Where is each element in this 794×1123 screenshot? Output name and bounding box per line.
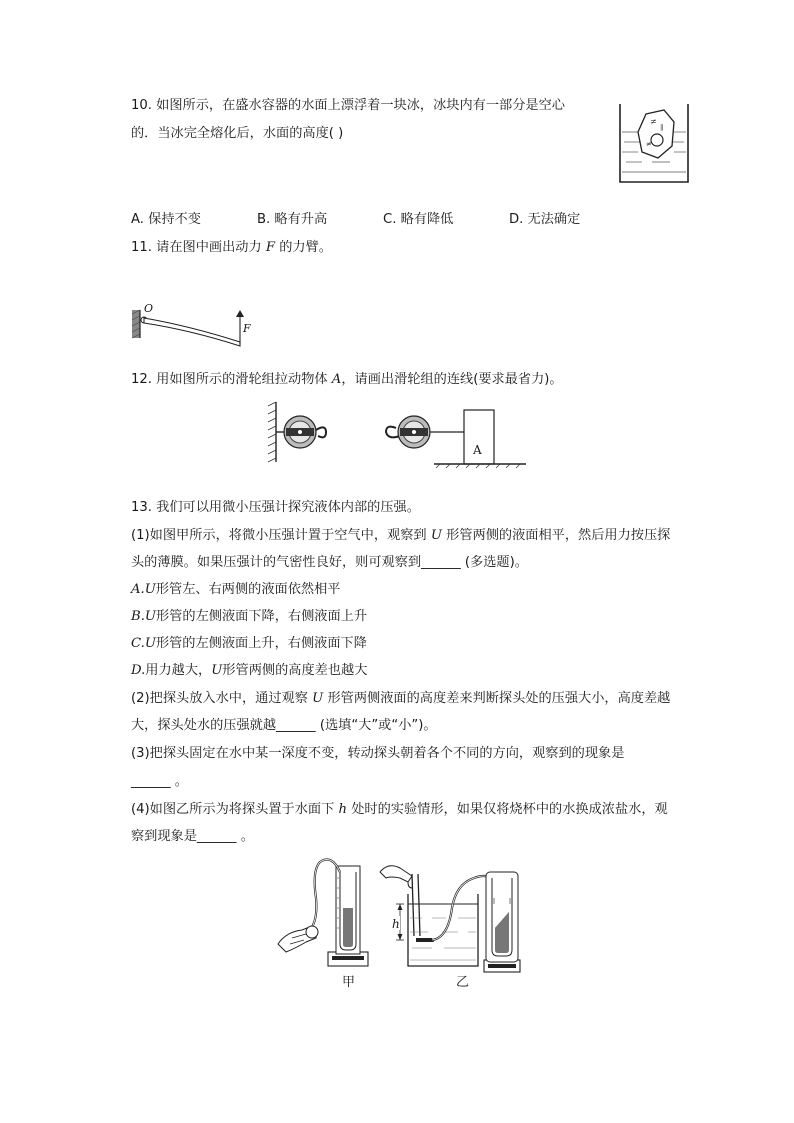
q13-part2-text-a: (2)把探头放入水中，通过观察 (131, 691, 313, 706)
choice-letter: A. (131, 582, 145, 597)
q10-stem-line1: 10. 如图所示，在盛水容器的水面上漂浮着一块冰，冰块内有一部分是空心 (131, 98, 565, 113)
svg-text:∥: ∥ (660, 124, 664, 132)
svg-text:≠: ≠ (646, 140, 652, 148)
option-a[interactable]: A. 保持不变 (131, 212, 201, 227)
pivot-o-label: O (144, 302, 154, 315)
depth-h-var: h (338, 802, 347, 817)
q13-intro: 13. 我们可以用微小压强计探究液体内部的压强。 (131, 500, 420, 515)
q13-part1-text-a: (1)如图甲所示，将微小压强计置于空气中，观察到 (131, 528, 431, 543)
q13-part4-text-b: 处时的实验情形，如果仅将烧杯中的水换成浓盐水，观 (347, 802, 668, 817)
q13-part1-line1 (131, 526, 670, 546)
choice-text: 形管的左侧液面下降，右侧液面上升 (156, 609, 368, 624)
option-c[interactable]: C. 略有降低 (383, 212, 454, 227)
pressure-gauge-figure (272, 848, 528, 992)
q13-part4-text-a: (4)如图乙所示为将探头置于水面下 (131, 802, 339, 817)
force-f-label: F (243, 322, 251, 335)
q12-stem (131, 370, 563, 390)
q12-object-var: A (331, 372, 342, 387)
u-tube-var: U (144, 636, 156, 651)
q13-part2-line2: 大，探头处水的压强就越______ (选填“大”或“小”)。 (131, 718, 437, 733)
choice-text: 用力越大， (145, 663, 212, 678)
option-b[interactable]: B. 略有升高 (257, 212, 328, 227)
q10-stem-line2: 的．当冰完全熔化后，水面的高度( ) (131, 126, 344, 141)
q13-part2-line1 (131, 689, 670, 709)
u-tube-var: U (144, 609, 157, 624)
pulley-system-figure (264, 398, 532, 470)
figure-yi-label: 乙 (456, 975, 470, 990)
option-d[interactable]: D. 无法确定 (509, 212, 581, 227)
figure-jia (278, 860, 368, 990)
q11-stem (131, 238, 332, 258)
q13-choice-c[interactable] (131, 634, 367, 654)
q13-choice-b[interactable] (131, 607, 367, 627)
u-tube-var: U (430, 528, 442, 543)
choice-text: 形管的左侧液面上升，右侧液面下降 (155, 636, 367, 651)
q13-part1-line2: 头的薄膜。如果压强计的气密性良好，则可观察到______ (多选题)。 (131, 555, 528, 570)
q13-choice-a[interactable] (131, 580, 340, 600)
choice-letter: C. (131, 636, 145, 651)
figure-yi (380, 866, 520, 990)
q13-part4-line2: 察到现象是______ 。 (131, 829, 254, 844)
q13-choice-d[interactable] (131, 661, 367, 681)
choice-text: 形管左、右两侧的液面依然相平 (155, 582, 341, 597)
figure-jia-label: 甲 (342, 975, 356, 990)
q13-part4-line1 (131, 800, 668, 820)
choice-text: 形管两侧的高度差也越大 (222, 663, 368, 678)
q11-stem-suffix: 的力臂。 (275, 240, 332, 255)
q13-part1-text-b: 形管两侧的液面相平，然后用力按压探 (441, 528, 671, 543)
block-a-label: A (473, 443, 482, 457)
q12-stem-prefix: 12. 用如图所示的滑轮组拉动物体 (131, 372, 332, 387)
depth-h-label: h (392, 917, 400, 931)
q13-part3-line2: ______ 。 (131, 774, 188, 789)
q13-part2-text-b: 形管两侧液面的高度差来判断探头处的压强大小，高度差越 (323, 691, 671, 706)
ice-in-beaker-figure (612, 102, 694, 186)
u-tube-var: U (211, 663, 223, 678)
q11-stem-prefix: 11. 请在图中画出动力 (131, 240, 266, 255)
u-tube-var: U (312, 691, 324, 706)
choice-letter: B. (131, 609, 145, 624)
svg-text:≠: ≠ (650, 117, 657, 126)
q12-stem-suffix: ，请画出滑轮组的连线(要求最省力)。 (341, 372, 563, 387)
q11-force-var: F (265, 240, 276, 255)
q13-part3-line1: (3)把探头固定在水中某一深度不变，转动探头朝着各个不同的方向，观察到的现象是 (131, 746, 625, 761)
lever-figure (130, 300, 260, 356)
u-tube-var: U (144, 582, 156, 597)
choice-letter: D. (131, 663, 146, 678)
